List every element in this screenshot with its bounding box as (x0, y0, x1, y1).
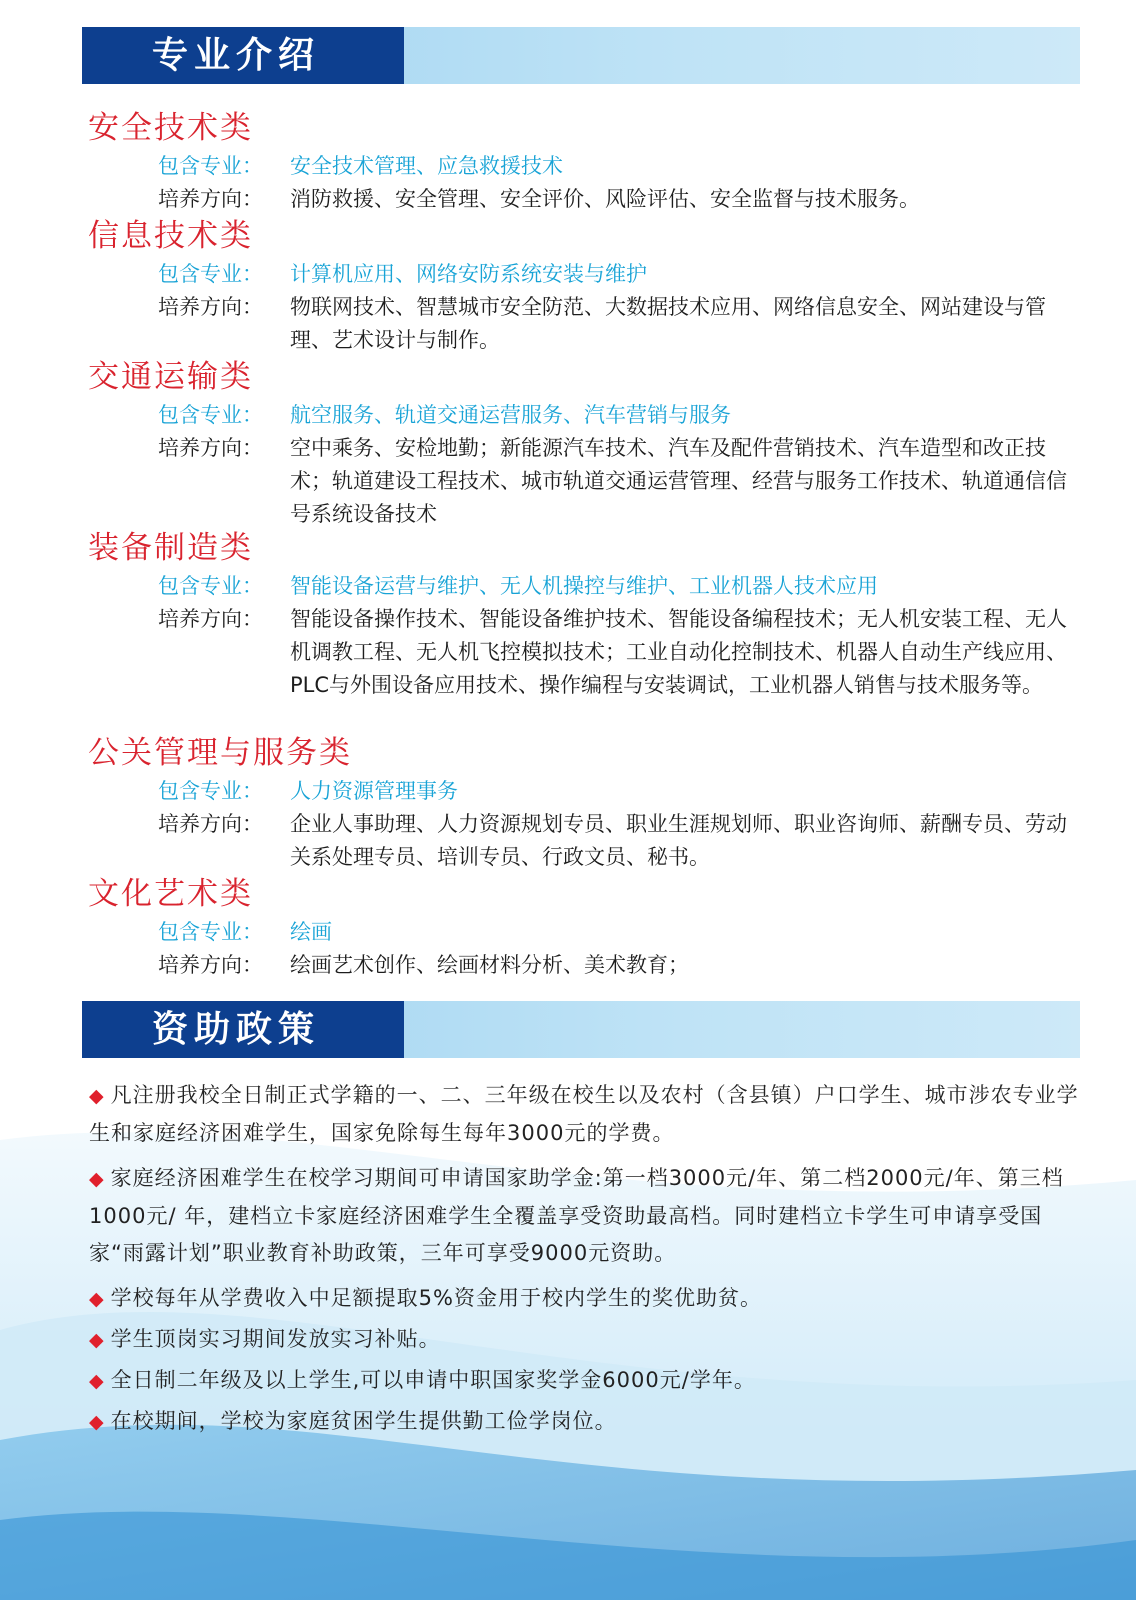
category-title: 文化艺术类 (88, 876, 253, 912)
category-majors (88, 258, 1088, 291)
category-direction (88, 949, 1088, 982)
direction-value: 空中乘务、安检地勤；新能源汽车技术、汽车及配件营销技术、汽车造型和改正技术；轨道建设工程技术、城市轨道交通运营管理、经营与服务工作技术、轨道通信信号系统设备技术 (290, 436, 1067, 526)
majors-value: 人力资源管理事务 (290, 779, 458, 803)
direction-value: 消防救援、安全管理、安全评价、风险评估、安全监督与技术服务。 (290, 187, 920, 211)
aid-policy-list (89, 1077, 1081, 1444)
majors-value: 计算机应用、网络安防系统安装与维护 (290, 262, 647, 286)
category-safety (88, 106, 1088, 216)
direction-value: 物联网技术、智慧城市安全防范、大数据技术应用、网络信息安全、网站建设与管理、艺术设计与制作。 (290, 295, 1046, 352)
majors-value: 安全技术管理、应急救援技术 (290, 154, 563, 178)
aid-item-text: 家庭经济困难学生在校学习期间可申请国家助学金:第一档3000元/年、第二档2000元/年、第三档1000元/ 年，建档立卡家庭经济困难学生全覆盖享受资助最高档。同时建档立卡学生可申请享受国家“雨露计划”职业教育补助政策，三年可享受9000元资助。 (89, 1166, 1064, 1265)
category-direction (88, 808, 1088, 874)
category-title: 信息技术类 (88, 218, 253, 254)
aid-item (89, 1362, 1081, 1400)
aid-item (89, 1077, 1081, 1152)
category-equipment (88, 526, 1088, 702)
category-direction (88, 603, 1088, 702)
aid-section-title: 资助政策 (82, 1001, 404, 1058)
aid-section-header (82, 1001, 1080, 1058)
majors-section-title: 专业介绍 (82, 27, 404, 84)
majors-label: 包含专业： (158, 574, 263, 598)
category-majors (88, 916, 1088, 949)
category-majors (88, 570, 1088, 603)
majors-label: 包含专业： (158, 403, 263, 427)
category-transport (88, 355, 1088, 531)
direction-label: 培养方向： (158, 436, 263, 460)
diamond-icon: ◆ (89, 1411, 105, 1433)
diamond-icon: ◆ (89, 1288, 105, 1310)
direction-label: 培养方向： (158, 295, 263, 319)
diamond-icon: ◆ (89, 1370, 105, 1392)
majors-label: 包含专业： (158, 262, 263, 286)
category-majors (88, 150, 1088, 183)
majors-value: 航空服务、轨道交通运营服务、汽车营销与服务 (290, 403, 731, 427)
majors-label: 包含专业： (158, 920, 263, 944)
category-direction (88, 183, 1088, 216)
aid-item (89, 1403, 1081, 1441)
category-title: 安全技术类 (88, 110, 253, 146)
aid-item-text: 学校每年从学费收入中足额提取5%资金用于校内学生的奖优助贫。 (110, 1286, 762, 1310)
category-direction (88, 291, 1088, 357)
direction-value: 企业人事助理、人力资源规划专员、职业生涯规划师、职业咨询师、薪酬专员、劳动关系处理专员、培训专员、行政文员、秘书。 (290, 812, 1067, 869)
category-direction (88, 432, 1088, 531)
category-it (88, 214, 1088, 357)
majors-label: 包含专业： (158, 779, 263, 803)
aid-item-text: 凡注册我校全日制正式学籍的一、二、三年级在校生以及农村（含县镇）户口学生、城市涉农专业学生和家庭经济困难学生，国家免除每生每年3000元的学费。 (89, 1083, 1079, 1145)
majors-section-header (82, 27, 1080, 84)
category-culture-art (88, 872, 1088, 982)
direction-label: 培养方向： (158, 187, 263, 211)
majors-label: 包含专业： (158, 154, 263, 178)
diamond-icon: ◆ (89, 1085, 105, 1107)
category-pr-management (88, 731, 1088, 874)
category-title: 公关管理与服务类 (88, 735, 352, 771)
aid-item (89, 1160, 1081, 1272)
majors-value: 绘画 (290, 920, 332, 944)
category-majors (88, 775, 1088, 808)
diamond-icon: ◆ (89, 1168, 105, 1190)
aid-item-text: 在校期间，学校为家庭贫困学生提供勤工俭学岗位。 (110, 1409, 617, 1433)
diamond-icon: ◆ (89, 1329, 105, 1351)
aid-item-text: 全日制二年级及以上学生,可以申请中职国家奖学金6000元/学年。 (110, 1368, 756, 1392)
category-majors (88, 399, 1088, 432)
category-title: 装备制造类 (88, 530, 253, 566)
aid-item-text: 学生顶岗实习期间发放实习补贴。 (110, 1327, 441, 1351)
direction-label: 培养方向： (158, 953, 263, 977)
aid-item (89, 1280, 1081, 1318)
aid-item (89, 1321, 1081, 1359)
direction-label: 培养方向： (158, 812, 263, 836)
direction-value: 绘画艺术创作、绘画材料分析、美术教育； (290, 953, 689, 977)
direction-label: 培养方向： (158, 607, 263, 631)
direction-value: 智能设备操作技术、智能设备维护技术、智能设备编程技术；无人机安装工程、无人机调教工程、无人机飞控模拟技术；工业自动化控制技术、机器人自动生产线应用、PLC与外围设备应用技术、操作编程与安装调试，工业机器人销售与技术服务等。 (290, 607, 1067, 697)
majors-value: 智能设备运营与维护、无人机操控与维护、工业机器人技术应用 (290, 574, 878, 598)
category-title: 交通运输类 (88, 359, 253, 395)
